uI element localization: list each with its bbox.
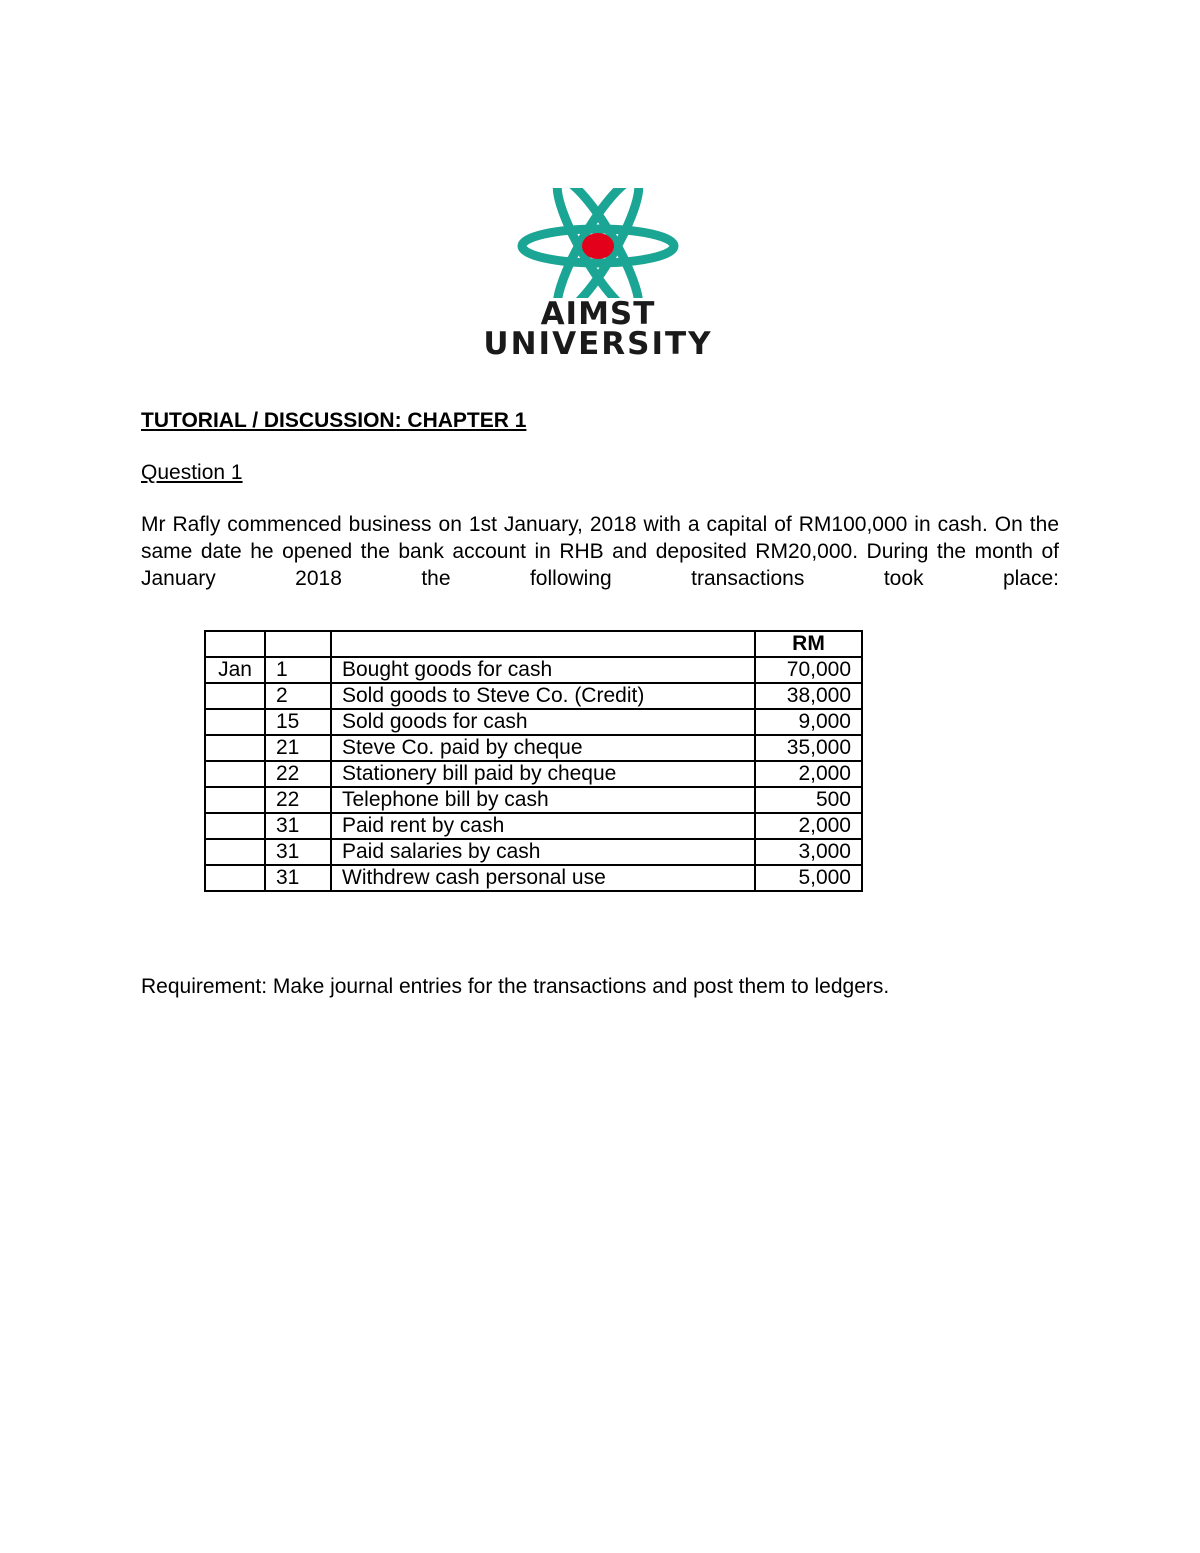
cell-day: 1 <box>265 657 331 683</box>
cell-description: Withdrew cash personal use <box>331 865 755 891</box>
cell-description: Sold goods to Steve Co. (Credit) <box>331 683 755 709</box>
atom-logo-icon <box>458 188 738 298</box>
table-row <box>205 709 862 735</box>
cell-month: Jan <box>205 657 265 683</box>
requirement-text: Requirement: Make journal entries for the transactions and post them to ledgers. <box>141 975 890 998</box>
table-row <box>205 683 862 709</box>
cell-day: 21 <box>265 735 331 761</box>
header-description <box>331 631 755 657</box>
cell-description: Paid rent by cash <box>331 813 755 839</box>
header-amount: RM <box>755 631 862 657</box>
table-row <box>205 787 862 813</box>
cell-amount: 38,000 <box>755 683 862 709</box>
cell-description: Steve Co. paid by cheque <box>331 735 755 761</box>
cell-amount: 2,000 <box>755 813 862 839</box>
cell-month <box>205 761 265 787</box>
cell-day: 31 <box>265 813 331 839</box>
cell-month <box>205 735 265 761</box>
cell-amount: 5,000 <box>755 865 862 891</box>
logo-text-university: UNIVERSITY <box>483 326 713 362</box>
transactions-table <box>204 630 863 892</box>
page-title: TUTORIAL / DISCUSSION: CHAPTER 1 <box>141 409 527 432</box>
cell-amount: 9,000 <box>755 709 862 735</box>
cell-day: 22 <box>265 761 331 787</box>
cell-day: 31 <box>265 865 331 891</box>
cell-day: 22 <box>265 787 331 813</box>
table-row <box>205 761 862 787</box>
cell-amount: 3,000 <box>755 839 862 865</box>
cell-amount: 35,000 <box>755 735 862 761</box>
cell-day: 2 <box>265 683 331 709</box>
table-row <box>205 865 862 891</box>
cell-amount: 70,000 <box>755 657 862 683</box>
cell-month <box>205 865 265 891</box>
cell-amount: 500 <box>755 787 862 813</box>
cell-description: Paid salaries by cash <box>331 839 755 865</box>
question-label: Question 1 <box>141 461 243 484</box>
cell-description: Stationery bill paid by cheque <box>331 761 755 787</box>
cell-month <box>205 683 265 709</box>
university-logo <box>458 188 738 360</box>
cell-day: 15 <box>265 709 331 735</box>
table-row <box>205 735 862 761</box>
question-intro: Mr Rafly commenced business on 1st January, 2018 with a capital of RM100,000 in cash. On the same date he opened the bank account in RHB and deposited RM20,000. During the month of January 2018 the following transactions took place: <box>141 513 1059 590</box>
logo-text-aimst: AIMST <box>540 296 656 332</box>
cell-amount: 2,000 <box>755 761 862 787</box>
cell-month <box>205 787 265 813</box>
cell-day: 31 <box>265 839 331 865</box>
table-row <box>205 657 862 683</box>
cell-description: Telephone bill by cash <box>331 787 755 813</box>
cell-month <box>205 839 265 865</box>
table-row <box>205 839 862 865</box>
cell-month <box>205 709 265 735</box>
cell-description: Bought goods for cash <box>331 657 755 683</box>
table-header-row <box>205 631 862 657</box>
header-month <box>205 631 265 657</box>
header-day <box>265 631 331 657</box>
table-row <box>205 813 862 839</box>
cell-month <box>205 813 265 839</box>
cell-description: Sold goods for cash <box>331 709 755 735</box>
